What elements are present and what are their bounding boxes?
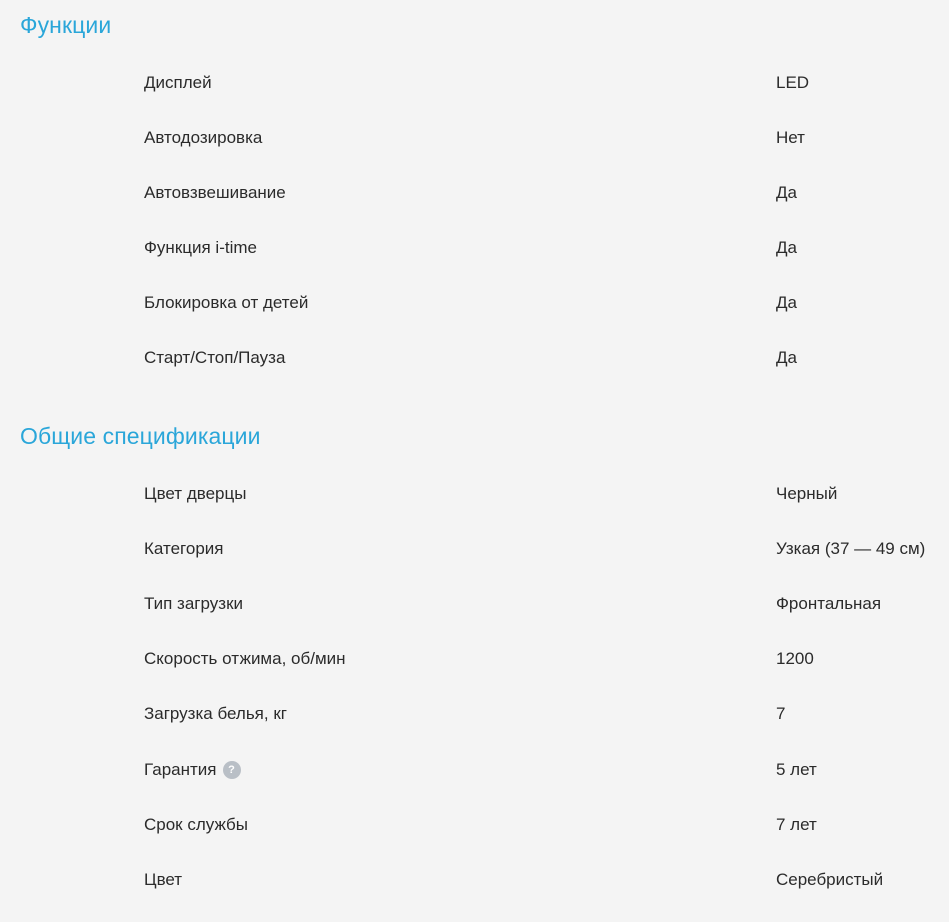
spec-value: 1200 [776,649,814,668]
spec-label: Функция i-time [144,238,257,257]
spec-value: Да [776,348,797,367]
spec-label: Загрузка белья, кг [144,704,287,723]
spec-label: Автодозировка [144,128,263,147]
spec-label: Гарантия [144,760,217,779]
section-title-general-specs: Общие спецификации [20,423,261,449]
spec-row-service-life [0,813,949,837]
spec-label: Автовзвешивание [144,183,286,202]
spec-value: Серебристый [776,870,884,889]
spec-row-auto-dosing [0,126,949,150]
spec-row-category [0,537,949,561]
spec-value: 7 лет [776,815,817,834]
spec-value: 5 лет [776,760,817,779]
spec-value: Нет [776,128,805,147]
spec-label: Цвет [144,870,183,889]
spec-row-child-lock [0,291,949,315]
spec-row-door-color [0,482,949,506]
spec-row-display [0,71,949,95]
spec-row-start-stop-pause [0,346,949,370]
spec-row-spin-speed [0,647,949,671]
spec-value: 7 [776,704,786,723]
spec-row-color [0,868,949,892]
spec-label-with-help [144,758,241,782]
spec-label: Срок службы [144,815,248,834]
spec-label: Старт/Стоп/Пауза [144,348,286,367]
spec-value: Да [776,183,797,202]
spec-row-auto-weighing [0,181,949,205]
spec-row-loading-type [0,592,949,616]
spec-value: Да [776,238,797,257]
spec-row-warranty [0,758,949,782]
spec-row-laundry-load [0,702,949,726]
spec-value: Да [776,293,797,312]
section-title-functions: Функции [20,12,112,38]
spec-label: Дисплей [144,73,212,92]
spec-value: Черный [776,484,838,503]
spec-value: LED [776,73,810,92]
spec-value: Фронтальная [776,594,882,613]
spec-value: Узкая (37 — 49 см) [776,539,926,558]
spec-label: Тип загрузки [144,594,244,613]
question-circle-icon[interactable]: ? [223,761,241,779]
spec-label: Цвет дверцы [144,484,247,503]
spec-label: Категория [144,539,224,558]
spec-label: Блокировка от детей [144,293,309,312]
spec-label: Скорость отжима, об/мин [144,649,346,668]
spec-row-i-time [0,236,949,260]
